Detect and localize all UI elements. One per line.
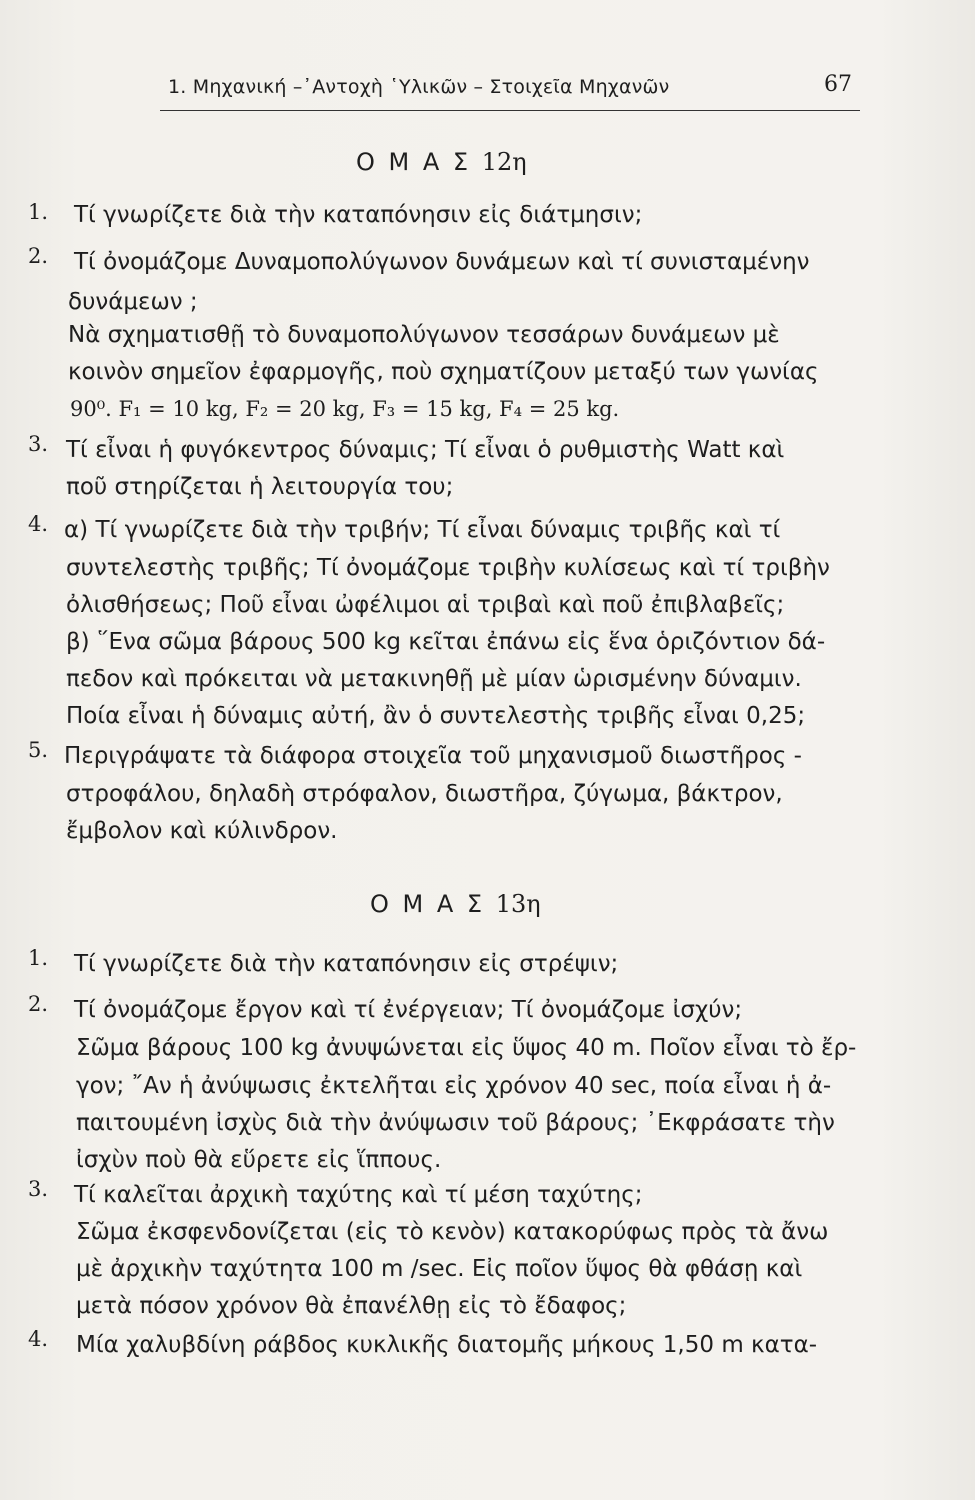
question-line: πεδον καὶ πρόκειται νὰ μετακινηθῇ μὲ μίαν ὡρισμένην δύναμιν. <box>66 666 802 692</box>
question-line: Τί ὀνομάζομε Δυναμοπολύγωνον δυνάμεων καὶ τί συνισταμένην <box>74 249 810 275</box>
question-line: μὲ ἀρχικὴν ταχύτητα 100 m /sec. Εἰς ποῖον ὕψος θὰ φθάσῃ καὶ <box>76 1256 803 1282</box>
question-line: γον; ῎Αν ἡ ἀνύψωσις ἐκτελῆται εἰς χρόνον 40 sec, ποία εἶναι ἡ ἀ- <box>76 1073 832 1099</box>
question-line: β) ῞Ενα σῶμα βάρους 500 kg κεῖται ἐπάνω εἰς ἕνα ὁριζόντιον δά- <box>66 629 826 655</box>
section-12-title-number: 12η <box>481 148 527 176</box>
question-number: 3. <box>28 432 49 456</box>
question-number: 2. <box>28 992 49 1016</box>
header-title: 1. Μηχανική –᾿Αντοχὴ ῾Υλικῶν – Στοιχεῖα Μηχανῶν <box>168 76 670 98</box>
question-line: παιτουμένη ἰσχὺς διὰ τὴν ἀνύψωσιν τοῦ βάρους; ᾿Εκφράσατε τὴν <box>76 1110 835 1136</box>
question-line: Τί εἶναι ἡ φυγόκεντρος δύναμις; Τί εἶναι ὁ ρυθμιστὴς Watt καὶ <box>66 437 785 463</box>
question-line: Ποία εἶναι ἡ δύναμις αὐτή, ἂν ὁ συντελεστὴς τριβῆς εἶναι 0,25; <box>66 703 806 729</box>
section-12-title <box>356 148 527 176</box>
section-13-title-word: Ο Μ Α Σ <box>370 890 486 918</box>
question-line: Τί γνωρίζετε διὰ τὴν καταπόνησιν εἰς στρέψιν; <box>74 951 619 977</box>
question-line: συντελεστὴς τριβῆς; Τί ὀνομάζομε τριβὴν κυλίσεως καὶ τί τριβὴν <box>66 555 830 581</box>
question-number: 1. <box>28 200 49 224</box>
question-number: 3. <box>28 1177 49 1201</box>
question-line: ποῦ στηρίζεται ἡ λειτουργία του; <box>66 474 454 500</box>
question-line: α) Τί γνωρίζετε διὰ τὴν τριβήν; Τί εἶναι δύναμις τριβῆς καὶ τί <box>64 517 781 543</box>
question-line: Τί γνωρίζετε διὰ τὴν καταπόνησιν εἰς διάτμησιν; <box>74 202 643 228</box>
section-12-title-word: Ο Μ Α Σ <box>356 148 472 176</box>
question-line: Περιγράψατε τὰ διάφορα στοιχεῖα τοῦ μηχανισμοῦ διωστῆρος - <box>64 743 802 769</box>
question-line: Νὰ σχηματισθῇ τὸ δυναμοπολύγωνον τεσσάρων δυνάμεων μὲ <box>68 322 780 348</box>
question-line: 90⁰. F₁ = 10 kg, F₂ = 20 kg, F₃ = 15 kg, F₄ = 25 kg. <box>70 397 620 421</box>
question-line: ἔμβολον καὶ κύλινδρον. <box>66 818 338 844</box>
question-number: 2. <box>28 244 49 268</box>
question-line: μετὰ πόσον χρόνον θὰ ἐπανέλθῃ εἰς τὸ ἔδαφος; <box>76 1293 627 1319</box>
page-number: 67 <box>824 72 852 97</box>
section-13-title <box>370 890 541 918</box>
question-line: ὀλισθήσεως; Ποῦ εἶναι ὠφέλιμοι αἱ τριβαὶ καὶ ποῦ ἐπιβλαβεῖς; <box>66 592 785 618</box>
question-line: κοινὸν σημεῖον ἐφαρμογῆς, ποὺ σχηματίζουν μεταξύ των γωνίας <box>68 359 819 385</box>
question-line: Σῶμα ἐκσφενδονίζεται (εἰς τὸ κενὸν) κατακορύφως πρὸς τὰ ἄνω <box>76 1219 829 1245</box>
section-13-title-number: 13η <box>495 890 541 918</box>
question-line: δυνάμεων ; <box>68 289 198 315</box>
question-line: στροφάλου, δηλαδὴ στρόφαλον, διωστῆρα, ζύγωμα, βάκτρον, <box>66 781 783 807</box>
question-line: Σῶμα βάρους 100 kg ἀνυψώνεται εἰς ὕψος 40 m. Ποῖον εἶναι τὸ ἔρ- <box>76 1035 857 1061</box>
question-number: 5. <box>28 738 49 762</box>
question-line: Μία χαλυβδίνη ράβδος κυκλικῆς διατομῆς μήκους 1,50 m κατα- <box>76 1332 818 1358</box>
question-line: Τί ὀνομάζομε ἔργον καὶ τί ἐνέργειαν; Τί ὀνομάζομε ἰσχύν; <box>74 997 743 1023</box>
question-line: Τί καλεῖται ἀρχικὴ ταχύτης καὶ τί μέση ταχύτης; <box>74 1182 643 1208</box>
running-header <box>160 70 860 111</box>
question-number: 1. <box>28 946 49 970</box>
question-number: 4. <box>28 1327 49 1351</box>
question-number: 4. <box>28 512 49 536</box>
question-line: ἰσχὺν ποὺ θὰ εὕρετε εἰς ἵππους. <box>76 1147 442 1173</box>
